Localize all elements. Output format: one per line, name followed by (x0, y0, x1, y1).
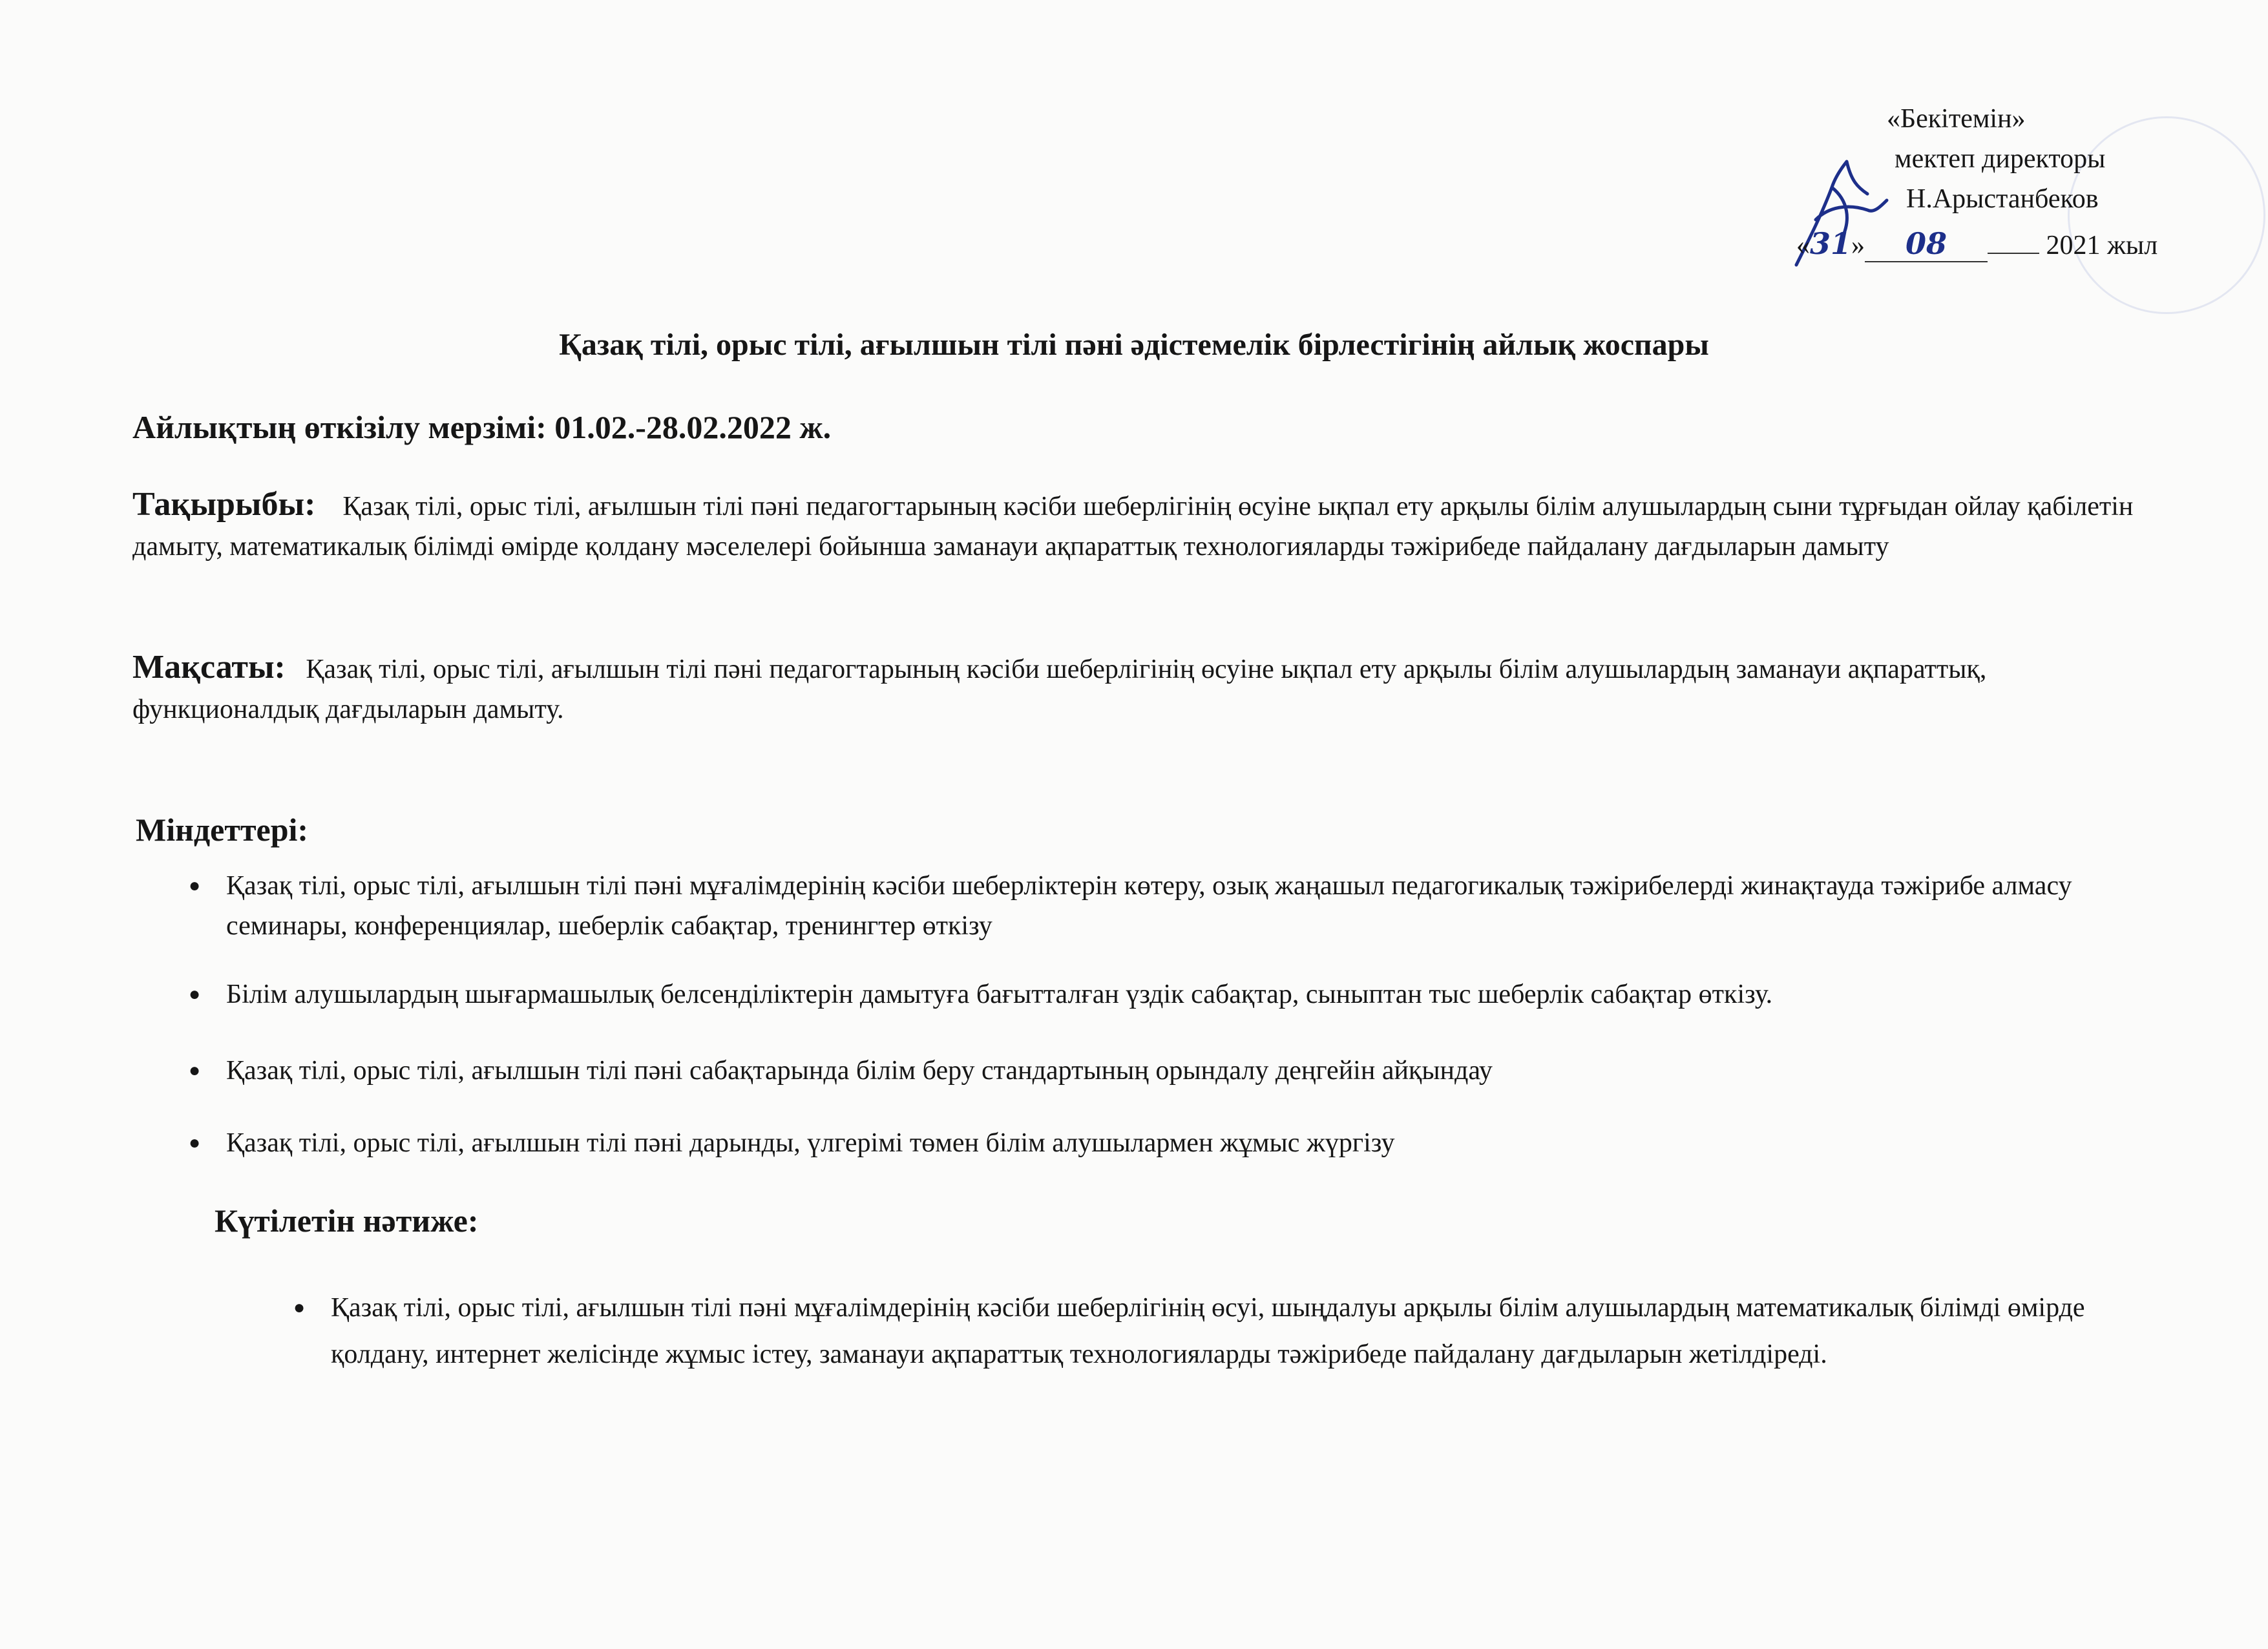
date-open-quote: « (1796, 231, 1810, 260)
document-title: Қазақ тілі, орыс тілі, ағылшын тілі пәні әдістемелік бірлестігінің айлық жоспары (559, 328, 1709, 362)
approval-title: «Бекітемін» (1887, 104, 2026, 134)
bullet-icon: ● (293, 1297, 306, 1318)
list-item: ● Білім алушылардың шығармашылық белсенділіктерін дамытуға бағытталған үздік сабақтар, сыныптан тыс шеберлік сабақтар өткізу. (226, 974, 2139, 1014)
goal-section (132, 647, 2148, 730)
topic-text: Қазақ тілі, орыс тілі, ағылшын тілі пәні педагогтарының кәсіби шеберлігінің өсуіне ықпал ету арқылы білім алушылардың сыни тұрғыдан ойлау қабілетін дамыту, математикалық білімді өмірде қолдану мәселелері бойынша заманауи ақпараттық технологияларды тәжірибеде пайдалану дағдыларын дамыту (132, 492, 2134, 562)
approval-block (1770, 103, 2184, 284)
list-item: ● Қазақ тілі, орыс тілі, ағылшын тілі пәні мұғалімдерінің кәсіби шеберліктерін көтеру, озық жаңашыл педагогикалық тәжірибелерді жинақтауда тәжірибе алмасу семинары, конференциялар, шеберлік сабақтар, тренингтер өткізу (226, 866, 2139, 946)
date-year: 2021 жыл (2046, 231, 2158, 260)
result-heading: Күтілетін нәтиже: (215, 1203, 479, 1239)
topic-label: Тақырыбы: (132, 486, 316, 523)
period-line: Айлықтың өткізілу мерзімі: 01.02.-28.02.2022 ж. (132, 409, 832, 445)
approval-position: мектеп директоры (1895, 144, 2106, 174)
topic-section (132, 485, 2148, 567)
bullet-icon: ● (189, 1060, 201, 1081)
bullet-icon: ● (189, 875, 201, 896)
tasks-heading: Міндеттері: (136, 812, 309, 848)
approval-date (1796, 226, 2158, 262)
list-item: ● Қазақ тілі, орыс тілі, ағылшын тілі пәні сабақтарында білім беру стандартының орындалу деңгейін айқындау (226, 1051, 2139, 1091)
goal-text: Қазақ тілі, орыс тілі, ағылшын тілі пәні педагогтарының кәсіби шеберлігінің өсуіне ықпал ету арқылы білім алушылардың заманауи ақпараттық, функционалдық дағдыларын дамыту. (132, 655, 1987, 724)
date-close-quote: » (1851, 231, 1865, 260)
list-item: ● Қазақ тілі, орыс тілі, ағылшын тілі пәні дарынды, үлгерімі төмен білім алушылармен жұмыс жүргізу (226, 1123, 2139, 1163)
bullet-icon: ● (189, 1132, 201, 1153)
list-item: ● Қазақ тілі, орыс тілі, ағылшын тілі пәні мұғалімдерінің кәсіби шеберлігінің өсуі, шыңдалуы арқылы білім алушылардың математикалық білімді өмірде қолдану, интернет желісінде жұмыс істеу, заманауи ақпараттық технологияларды тәжірибеде пайдалану дағдыларын жетілдіреді. (331, 1285, 2127, 1378)
bullet-icon: ● (189, 983, 201, 1005)
goal-label: Мақсаты: (132, 649, 286, 686)
approval-director-name: Н.Арыстанбеков (1906, 184, 2099, 214)
date-month: 08 (1906, 226, 1948, 261)
date-day: 31 (1810, 226, 1852, 261)
